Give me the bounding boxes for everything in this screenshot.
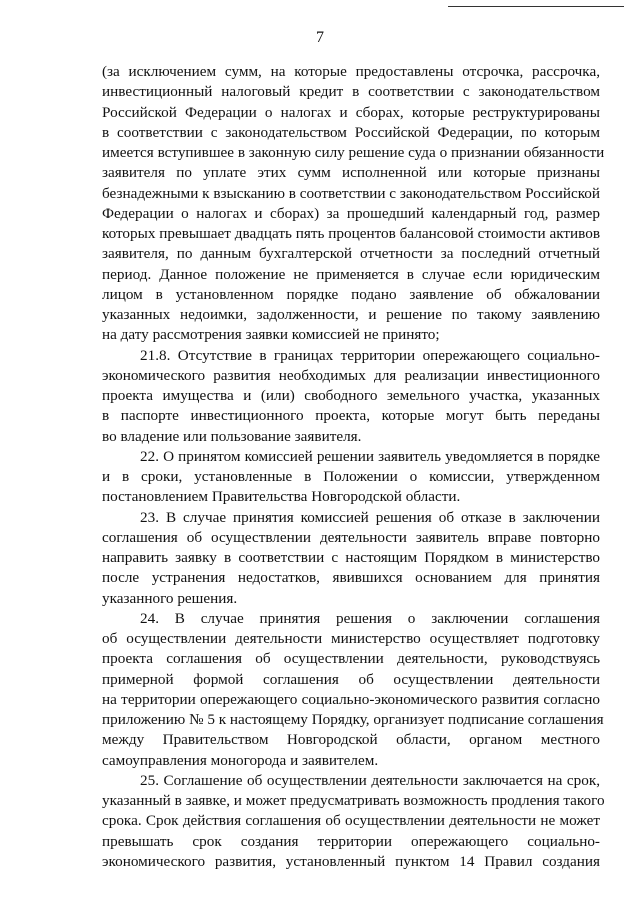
text-line: Российской Федерации о налогах и сборах, которые реструктурированы <box>102 103 600 121</box>
text-line: Федерации о налогах и сборах) за прошедший календарный год, размер <box>102 204 600 222</box>
text-line: 24. В случае принятия решения о заключении соглашения <box>140 609 600 627</box>
text-line: на дату рассмотрения заявки комиссией не принято; <box>102 326 440 344</box>
text-line: срока. Срок действия соглашения об осуществлении деятельности не может <box>102 812 600 830</box>
text-line: заявителя, по данным бухгалтерской отчетности за последний отчетный <box>102 245 600 263</box>
text-line: самоуправления моногорода и заявителем. <box>102 751 379 769</box>
text-line: приложению № 5 к настоящему Порядку, организует подписание соглашения <box>102 711 604 728</box>
text-line: имеется вступившее в законную силу решение суда о признании обязанности <box>102 144 605 161</box>
text-line: во владение или пользование заявителя. <box>102 427 362 445</box>
text-line: безнадежными к взысканию в соответствии с законодательством Российской <box>102 184 601 202</box>
text-line: в паспорте инвестиционного проекта, которые могут быть переданы <box>102 407 600 425</box>
text-line: 21.8. Отсутствие в границах территории опережающего социально- <box>140 346 600 364</box>
text-line: примерной формой соглашения об осуществлении деятельности <box>102 670 600 688</box>
text-line: экономического развития, установленный пунктом 14 Правил создания <box>102 852 600 870</box>
text-line: лицом в установленном порядке подано заявление об обжаловании <box>102 285 600 303</box>
paragraph-21-8 <box>102 346 600 447</box>
text-line: постановлением Правительства Новгородской области. <box>102 488 461 506</box>
text-line: превышать срок создания территории опережающего социально- <box>102 832 600 850</box>
text-line: проекта соглашения об осуществлении деятельности, руководствуясь <box>102 650 600 668</box>
text-line: на территории опережающего социально-экономического развития согласно <box>102 690 600 708</box>
text-line: указанного решения. <box>102 589 238 607</box>
text-line: 22. О принятом комиссией решении заявитель уведомляется в порядке <box>140 447 600 465</box>
paragraph-23 <box>102 508 600 609</box>
text-line: направить заявку в соответствии с настоящим Порядком в министерство <box>102 549 600 566</box>
page-number: 7 <box>316 29 324 46</box>
text-line: инвестиционный налоговый кредит в соответствии с законодательством <box>102 83 600 101</box>
text-line: 23. В случае принятия комиссией решения об отказе в заключении <box>140 508 600 526</box>
document-body <box>102 62 605 872</box>
text-line: период. Данное положение не применяется в случае если юридическим <box>102 265 600 283</box>
text-line: после устранения недостатков, явившихся основанием для принятия <box>102 569 600 587</box>
text-line: которых превышает двадцать пять процентов балансовой стоимости активов <box>102 225 600 242</box>
text-line: заявителя по уплате этих сумм исполненной или которые признаны <box>102 164 600 182</box>
text-line: в соответствии с законодательством Российской Федерации, по которым <box>102 123 600 141</box>
text-line: и в сроки, установленные в Положении о комиссии, утвержденном <box>102 468 600 485</box>
text-line: 25. Соглашение об осуществлении деятельности заключается на срок, <box>140 771 600 789</box>
text-line: соглашения об осуществлении деятельности заявитель вправе повторно <box>102 528 600 546</box>
paragraph-25 <box>102 771 605 872</box>
paragraph-22 <box>102 447 600 508</box>
paragraph-24 <box>102 609 604 771</box>
header-rule <box>448 6 624 7</box>
text-line: проекта имущества и (или) свободного земельного участка, указанных <box>102 387 600 404</box>
text-line: между Правительством Новгородской области, органом местного <box>102 731 600 749</box>
text-line: (за исключением сумм, на которые предоставлены отсрочка, рассрочка, <box>102 63 600 80</box>
text-line: указанный в заявке, и может предусматривать возможность продления такого <box>102 792 605 809</box>
text-line: об осуществлении деятельности министерство осуществляет подготовку <box>102 630 600 647</box>
paragraph-continuation <box>102 62 605 346</box>
text-line: экономического развития необходимых для реализации инвестиционного <box>102 366 600 384</box>
text-line: указанных недоимки, задолженности, и решение по такому заявлению <box>102 306 600 323</box>
